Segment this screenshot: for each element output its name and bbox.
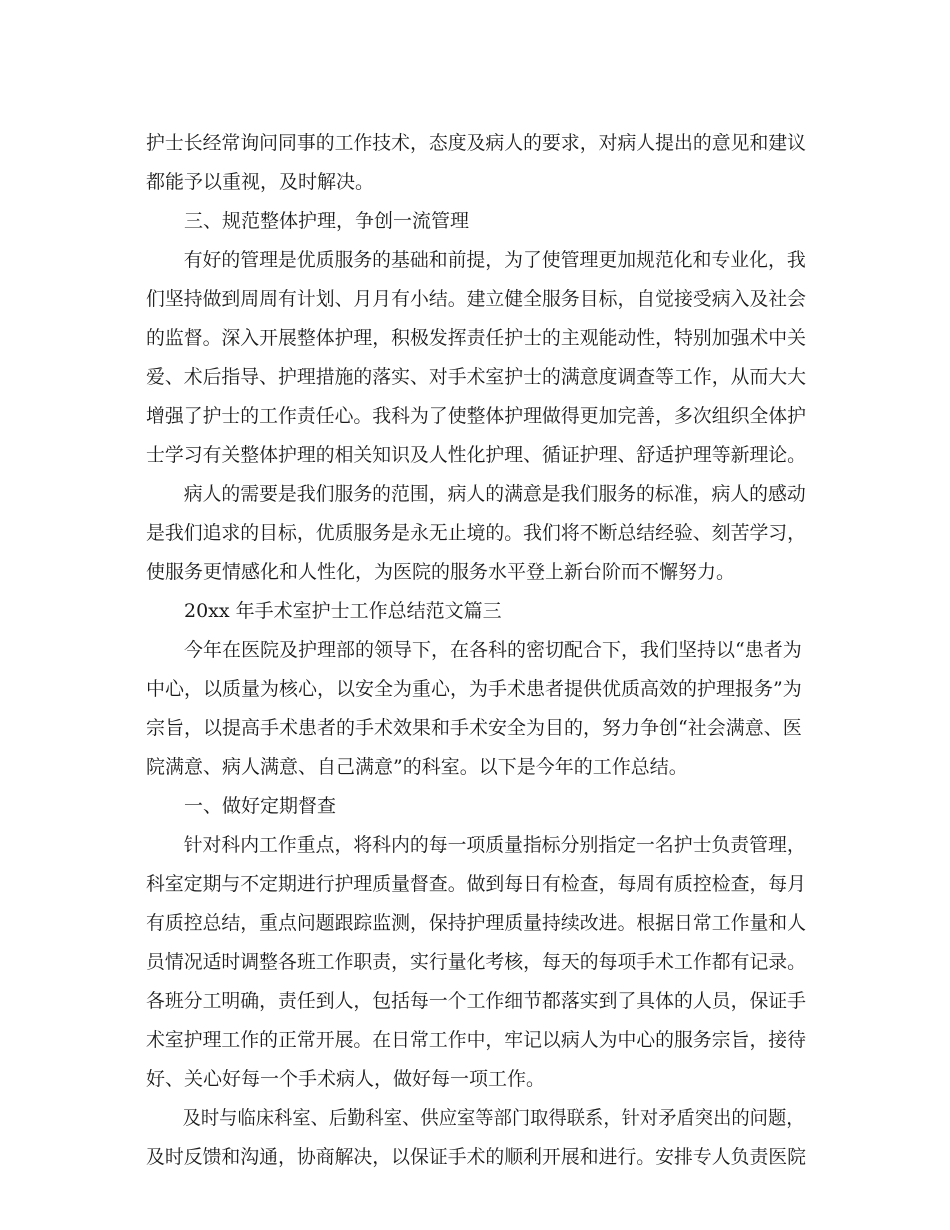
text-line: 是我们追求的目标，优质服务是永无止境的。我们将不断总结经验、刻苦学习， xyxy=(146,522,807,544)
text-line: 20xx 年手术室护士工作总结范文篇三 xyxy=(184,600,502,622)
text-line: 术室护理工作的正常开展。在日常工作中，牢记以病人为中心的服务宗旨，接待 xyxy=(146,1029,807,1051)
text-line: 中心，以质量为核心，以安全为重心，为手术患者提供优质高效的护理报务”为 xyxy=(146,678,802,700)
text-line: 都能予以重视，及时解决。 xyxy=(146,171,375,193)
text-line: 使服务更情感化和人性化，为医院的服务水平登上新台阶而不懈努力。 xyxy=(146,561,736,583)
text-line: 员情况适时调整各班工作职责，实行量化考核，每天的每项手术工作都有记录。 xyxy=(146,951,807,973)
text-line: 及时反馈和沟通，协商解决，以保证手术的顺利开展和进行。安排专人负责医院 xyxy=(146,1146,807,1168)
text-line: 士学习有关整体护理的相关知识及人性化护理、循证护理、舒适护理等新理论。 xyxy=(146,444,807,466)
text-line: 增强了护士的工作责任心。我科为了使整体护理做得更加完善，多次组织全体护 xyxy=(146,405,807,427)
text-line: 的监督。深入开展整体护理，积极发挥责任护士的主观能动性，特别加强术中关 xyxy=(146,327,807,349)
document-body xyxy=(146,124,806,1177)
text-line: 三、规范整体护理，争创一流管理 xyxy=(184,210,470,232)
text-line: 好、关心好每一个手术病人，做好每一项工作。 xyxy=(146,1068,546,1090)
text-line: 院满意、病人满意、自己满意”的科室。以下是今年的工作总结。 xyxy=(146,756,688,778)
text-line: 各班分工明确，责任到人，包括每一个工作细节都落实到了具体的人员，保证手 xyxy=(146,990,807,1012)
text-line: 一、做好定期督查 xyxy=(184,795,337,817)
text-line: 针对科内工作重点，将科内的每一项质量指标分别指定一名护士负责管理， xyxy=(183,834,806,856)
text-line: 及时与临床科室、后勤科室、供应室等部门取得联系，针对矛盾突出的问题， xyxy=(182,1107,805,1129)
text-line: 爱、术后指导、护理措施的落实、对手术室护士的满意度调查等工作，从而大大 xyxy=(146,366,807,388)
text-line: 今年在医院及护理部的领导下，在各科的密切配合下，我们坚持以“患者为 xyxy=(184,639,802,661)
text-line: 科室定期与不定期进行护理质量督查。做到每日有检查，每周有质控检查，每月 xyxy=(146,873,807,895)
text-line: 有好的管理是优质服务的基础和前提，为了使管理更加规范化和专业化，我 xyxy=(183,249,806,271)
text-line: 有质控总结，重点问题跟踪监测，保持护理质量持续改进。根据日常工作量和人 xyxy=(146,912,807,934)
text-line: 病人的需要是我们服务的范围，病人的满意是我们服务的标准，病人的感动 xyxy=(183,483,806,505)
text-line: 宗旨，以提高手术患者的手术效果和手术安全为目的，努力争创“社会满意、医 xyxy=(146,717,802,739)
text-line: 们坚持做到周周有计划、月月有小结。建立健全服务目标，自觉接受病入及社会 xyxy=(146,288,807,310)
text-line: 护士长经常询问同事的工作技术，态度及病人的要求，对病人提出的意见和建议 xyxy=(146,132,807,154)
